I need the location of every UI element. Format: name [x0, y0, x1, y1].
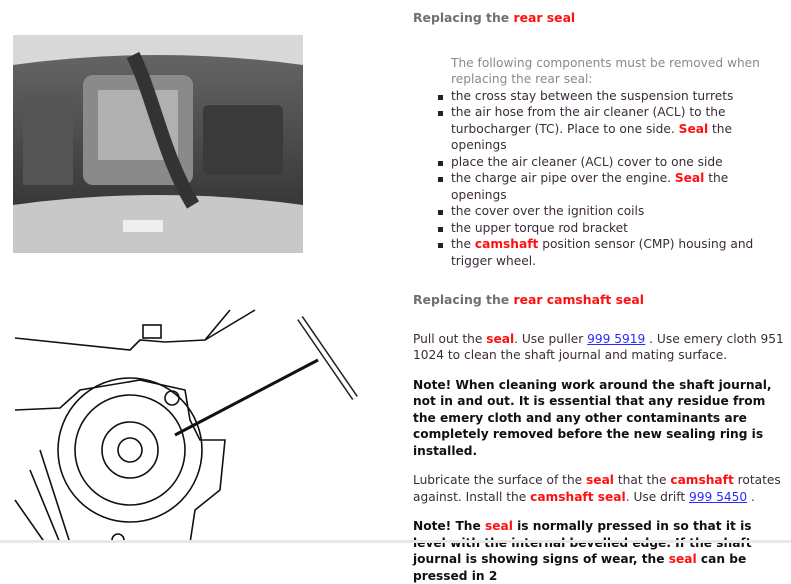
paragraph-lubricate	[413, 472, 785, 505]
text-segment: Lubricate the surface of the	[413, 473, 587, 487]
text-segment: . Use emery cloth 951 1024 to clean the shaft journal and mating surface.	[413, 331, 784, 362]
text-segment: can be pressed in 2	[413, 552, 747, 583]
text-segment: the upper torque rod bracket	[451, 220, 628, 235]
text-segment: is normally pressed in so that it is journal is showing signs of wear, the	[413, 519, 752, 566]
list-item	[451, 203, 785, 220]
text-segment: the openings	[451, 171, 729, 202]
highlighted-term: camshaft seal	[530, 489, 626, 504]
note-seal-position	[413, 518, 785, 584]
section-heading-rear-seal	[413, 10, 785, 27]
highlighted-term: seal	[586, 473, 614, 487]
text-segment: the charge air pipe over the engine.	[451, 171, 675, 185]
text-segment: the	[451, 237, 475, 251]
tool-number-link[interactable]: 999 5450	[688, 489, 748, 504]
text-segment: The following components must be removed when replacing the rear seal:	[451, 55, 760, 86]
text-segment: . Use drift	[625, 489, 689, 504]
section-heading-rear-camshaft-seal	[413, 292, 785, 309]
highlighted-term: camshaft	[474, 237, 539, 251]
highlighted-term: Seal	[678, 121, 709, 136]
highlighted-term: seal	[668, 552, 697, 566]
text-segment: Note! The	[413, 519, 485, 533]
paragraph-pull-out-seal	[413, 331, 785, 364]
text-segment: rotates against. Install the	[413, 473, 781, 504]
text-segment: place the air cleaner (ACL) cover to one side	[451, 154, 723, 169]
highlighted-term: seal	[486, 331, 515, 346]
components-list	[413, 88, 785, 270]
procedure-text	[413, 10, 785, 584]
list-item	[451, 236, 785, 269]
text-segment: position sensor (CMP) housing and trigger wheel.	[451, 237, 754, 268]
text-segment: the cover over the ignition coils	[451, 204, 645, 218]
engine-bay-photo	[13, 35, 303, 253]
text-segment: the openings	[451, 121, 733, 152]
list-item	[451, 154, 785, 171]
text-segment: Replacing the	[413, 292, 514, 307]
text-segment: Replacing the	[413, 10, 514, 25]
list-item	[451, 104, 785, 154]
highlighted-term: rear seal	[513, 10, 576, 25]
highlighted-term: Seal	[674, 171, 705, 185]
text-segment: that the	[613, 473, 671, 487]
highlighted-term: camshaft	[670, 473, 734, 487]
list-item	[451, 88, 785, 105]
tool-number-link[interactable]: 999 5919	[587, 331, 646, 346]
note-cleaning	[413, 377, 785, 460]
text-segment: the air hose from the air cleaner (ACL) to the turbocharger (TC). Place to one side.	[451, 105, 726, 136]
highlighted-term: rear camshaft seal	[513, 292, 644, 307]
text-segment: Note! When cleaning work around the shaft journal, not in and out. It is essential that any residue from the emery cloth and any other contaminants are completely removed before the new sealing ring is installed.	[413, 377, 772, 458]
camshaft-seal-removal-diagram	[0, 290, 390, 543]
text-segment: .	[747, 489, 755, 504]
intro-text	[451, 55, 785, 88]
highlighted-term: seal	[484, 519, 513, 533]
text-segment: . Use puller	[514, 331, 588, 346]
text-segment: the cross stay between the suspension turrets	[451, 88, 734, 103]
text-segment: Pull out the	[413, 331, 487, 346]
list-item	[451, 170, 785, 203]
list-item	[451, 220, 785, 237]
